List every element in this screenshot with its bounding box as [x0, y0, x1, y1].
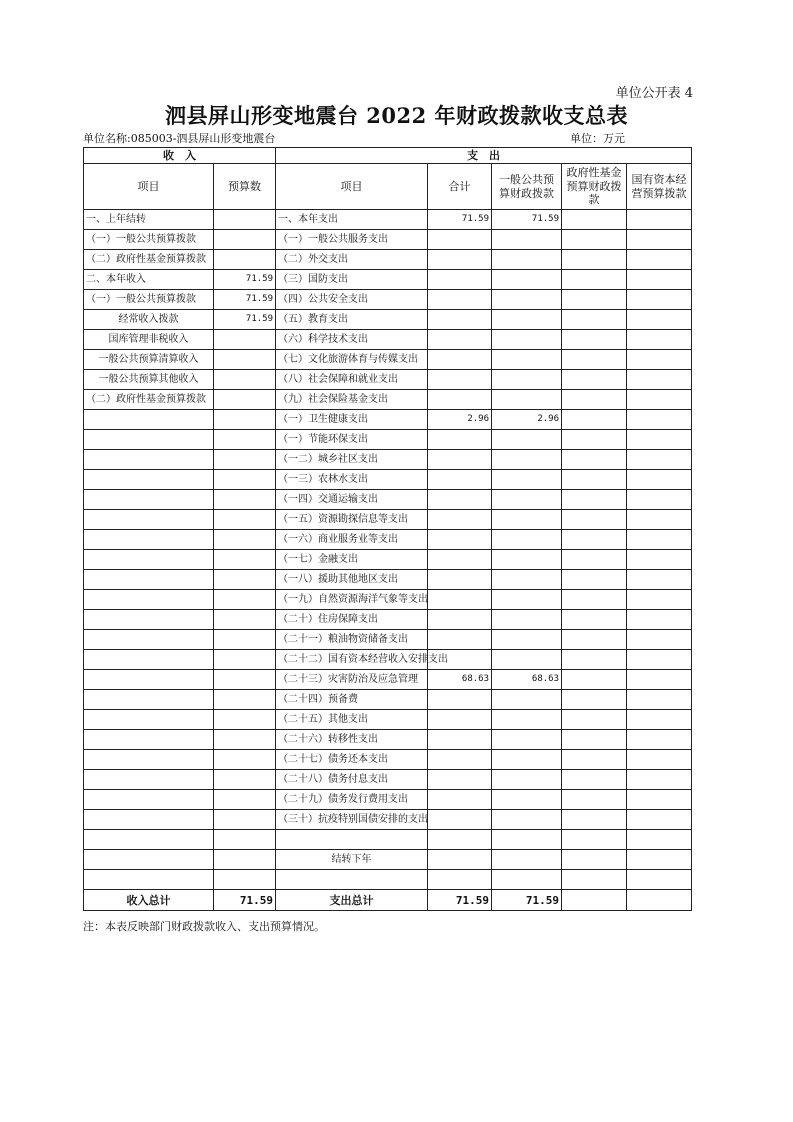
- income-budget: [214, 450, 276, 470]
- expense-total: [428, 490, 492, 510]
- expense-general: [492, 510, 562, 530]
- expense-general: [492, 450, 562, 470]
- income-budget: [214, 750, 276, 770]
- table-row: [84, 850, 692, 870]
- expense-general: [492, 750, 562, 770]
- table-row: [84, 430, 692, 450]
- expense-general: [492, 330, 562, 350]
- header-row-2: [84, 164, 692, 210]
- expense-general: [492, 310, 562, 330]
- expense-total-value: 71.59: [428, 890, 492, 911]
- income-budget: [214, 690, 276, 710]
- expense-fund: [562, 450, 627, 470]
- expense-item: （一七）金融支出: [276, 550, 428, 570]
- table-row: [84, 570, 692, 590]
- income-item: [84, 550, 214, 570]
- expense-state-capital: [627, 650, 692, 670]
- income-total-label: 收入总计: [84, 890, 214, 911]
- expense-fund: [562, 290, 627, 310]
- expense-item: （八）社会保障和就业支出: [276, 370, 428, 390]
- table-row: [84, 210, 692, 230]
- table-row: [84, 870, 692, 890]
- expense-fund: [562, 250, 627, 270]
- money-unit: 单位：万元: [570, 132, 625, 145]
- income-item: [84, 730, 214, 750]
- expense-general: [492, 530, 562, 550]
- expense-item: （三十）抗疫特别国债安排的支出: [276, 810, 428, 830]
- table-body: [84, 148, 692, 911]
- expense-total: [428, 870, 492, 890]
- income-budget: [214, 850, 276, 870]
- expense-general: [492, 610, 562, 630]
- expense-general: [492, 730, 562, 750]
- income-item: 一、上年结转: [84, 210, 214, 230]
- header-expense: 支 出: [276, 148, 692, 164]
- table-row: [84, 730, 692, 750]
- expense-total: 71.59: [428, 210, 492, 230]
- table-row: [84, 670, 692, 690]
- header-row-1: [84, 148, 692, 164]
- income-budget: [214, 590, 276, 610]
- income-budget: [214, 550, 276, 570]
- expense-general: [492, 690, 562, 710]
- income-item: [84, 410, 214, 430]
- expense-state-capital: [627, 870, 692, 890]
- expense-fund: [562, 770, 627, 790]
- expense-state-capital: [627, 510, 692, 530]
- expense-state-capital: [627, 790, 692, 810]
- table-row: [84, 470, 692, 490]
- totals-row: [84, 890, 692, 911]
- expense-item: （一）节能环保支出: [276, 430, 428, 450]
- income-budget: [214, 710, 276, 730]
- income-budget: [214, 830, 276, 850]
- expense-fund: [562, 470, 627, 490]
- expense-item: （六）科学技术支出: [276, 330, 428, 350]
- expense-general: [492, 650, 562, 670]
- income-budget: 71.59: [214, 310, 276, 330]
- expense-item: （二十一）粮油物资储备支出: [276, 630, 428, 650]
- expense-state-capital: [627, 430, 692, 450]
- expense-state-capital: [627, 690, 692, 710]
- table-row: [84, 250, 692, 270]
- expense-general-total: 71.59: [492, 890, 562, 911]
- income-item: [84, 690, 214, 710]
- table-row: [84, 810, 692, 830]
- income-budget: [214, 870, 276, 890]
- expense-fund: [562, 230, 627, 250]
- income-item: [84, 710, 214, 730]
- income-item: [84, 530, 214, 550]
- expense-fund: [562, 830, 627, 850]
- income-budget: [214, 390, 276, 410]
- table-row: [84, 650, 692, 670]
- expense-fund: [562, 590, 627, 610]
- expense-general: [492, 590, 562, 610]
- income-item: [84, 470, 214, 490]
- expense-fund: [562, 530, 627, 550]
- expense-total: [428, 370, 492, 390]
- table-row: [84, 590, 692, 610]
- expense-item: [276, 830, 428, 850]
- expense-state-capital: [627, 590, 692, 610]
- income-item: 经常收入拨款: [84, 310, 214, 330]
- expense-total: [428, 270, 492, 290]
- expense-fund: [562, 370, 627, 390]
- income-budget: [214, 770, 276, 790]
- expense-total: [428, 610, 492, 630]
- expense-state-capital: [627, 850, 692, 870]
- expense-state-capital: [627, 810, 692, 830]
- table-row: [84, 290, 692, 310]
- income-item: （二）政府性基金预算拨款: [84, 250, 214, 270]
- table-row: [84, 410, 692, 430]
- income-item: [84, 490, 214, 510]
- table-row: [84, 690, 692, 710]
- expense-total: [428, 550, 492, 570]
- income-budget: [214, 650, 276, 670]
- expense-state-capital: [627, 210, 692, 230]
- income-item: [84, 510, 214, 530]
- expense-total: [428, 630, 492, 650]
- income-item: [84, 610, 214, 630]
- expense-state-capital: [627, 490, 692, 510]
- table-row: [84, 310, 692, 330]
- expense-total: [428, 470, 492, 490]
- expense-fund: [562, 550, 627, 570]
- expense-total: [428, 430, 492, 450]
- header-fund: 政府性基金预算财政拨款: [562, 164, 627, 210]
- expense-item: [276, 870, 428, 890]
- table-row: [84, 330, 692, 350]
- expense-general: [492, 430, 562, 450]
- header-general: 一般公共预算财政拨款: [492, 164, 562, 210]
- table-row: [84, 370, 692, 390]
- expense-state-capital: [627, 330, 692, 350]
- budget-table: [83, 147, 692, 911]
- expense-total: [428, 690, 492, 710]
- expense-fund: [562, 810, 627, 830]
- income-item: （一）一般公共预算拨款: [84, 290, 214, 310]
- expense-state-total: [627, 890, 692, 911]
- income-budget: [214, 790, 276, 810]
- expense-state-capital: [627, 830, 692, 850]
- expense-state-capital: [627, 250, 692, 270]
- expense-state-capital: [627, 750, 692, 770]
- expense-fund: [562, 630, 627, 650]
- expense-total: [428, 450, 492, 470]
- table-row: [84, 450, 692, 470]
- expense-total: [428, 330, 492, 350]
- expense-general: [492, 830, 562, 850]
- expense-total: [428, 710, 492, 730]
- income-budget: [214, 610, 276, 630]
- income-item: [84, 450, 214, 470]
- income-item: [84, 850, 214, 870]
- expense-general: [492, 770, 562, 790]
- expense-fund: [562, 410, 627, 430]
- income-item: 二、本年收入: [84, 270, 214, 290]
- expense-item: （一五）资源勘探信息等支出: [276, 510, 428, 530]
- expense-total: [428, 590, 492, 610]
- expense-fund: [562, 650, 627, 670]
- expense-state-capital: [627, 230, 692, 250]
- income-budget: [214, 630, 276, 650]
- expense-item: （一六）商业服务业等支出: [276, 530, 428, 550]
- income-budget: [214, 330, 276, 350]
- table-row: [84, 510, 692, 530]
- expense-item: （二十七）债务还本支出: [276, 750, 428, 770]
- expense-item: 一、本年支出: [276, 210, 428, 230]
- expense-total: [428, 570, 492, 590]
- form-code: 单位公开表 4: [615, 86, 693, 101]
- income-item: [84, 590, 214, 610]
- income-budget: [214, 510, 276, 530]
- income-item: [84, 810, 214, 830]
- expense-general: [492, 810, 562, 830]
- expense-fund: [562, 730, 627, 750]
- expense-fund: [562, 490, 627, 510]
- income-item: 国库管理非税收入: [84, 330, 214, 350]
- expense-general: [492, 370, 562, 390]
- expense-state-capital: [627, 710, 692, 730]
- expense-fund: [562, 350, 627, 370]
- expense-total: [428, 530, 492, 550]
- header-state-capital: 国有资本经营预算拨款: [627, 164, 692, 210]
- expense-item: （一二）城乡社区支出: [276, 450, 428, 470]
- expense-item: （四）公共安全支出: [276, 290, 428, 310]
- income-item: [84, 570, 214, 590]
- table-row: [84, 550, 692, 570]
- expense-total: [428, 310, 492, 330]
- expense-general: 71.59: [492, 210, 562, 230]
- expense-item: （二十二）国有资本经营收入安排支出: [276, 650, 428, 670]
- page-title: 泗县屏山形变地震台 2022 年财政拨款收支总表: [164, 103, 629, 128]
- income-item: [84, 790, 214, 810]
- income-item: 一般公共预算清算收入: [84, 350, 214, 370]
- table-row: [84, 610, 692, 630]
- table-row: [84, 350, 692, 370]
- expense-general: [492, 350, 562, 370]
- expense-state-capital: [627, 530, 692, 550]
- expense-fund: [562, 690, 627, 710]
- income-budget: [214, 470, 276, 490]
- expense-item: （二十八）债务付息支出: [276, 770, 428, 790]
- expense-fund: [562, 210, 627, 230]
- expense-item: （九）社会保险基金支出: [276, 390, 428, 410]
- expense-total: [428, 750, 492, 770]
- income-item: [84, 750, 214, 770]
- expense-general: [492, 870, 562, 890]
- expense-item: （一四）交通运输支出: [276, 490, 428, 510]
- expense-fund-total: [562, 890, 627, 911]
- expense-state-capital: [627, 730, 692, 750]
- expense-fund: [562, 710, 627, 730]
- income-item: [84, 870, 214, 890]
- expense-state-capital: [627, 670, 692, 690]
- expense-total: [428, 730, 492, 750]
- expense-general: [492, 630, 562, 650]
- expense-state-capital: [627, 410, 692, 430]
- expense-item: （一三）农林水支出: [276, 470, 428, 490]
- table-row: [84, 390, 692, 410]
- expense-state-capital: [627, 550, 692, 570]
- expense-fund: [562, 330, 627, 350]
- table-row: [84, 530, 692, 550]
- income-item: [84, 830, 214, 850]
- table-row: [84, 230, 692, 250]
- expense-state-capital: [627, 610, 692, 630]
- income-budget: [214, 810, 276, 830]
- expense-total: [428, 770, 492, 790]
- expense-state-capital: [627, 450, 692, 470]
- expense-fund: [562, 270, 627, 290]
- expense-state-capital: [627, 290, 692, 310]
- expense-total: 68.63: [428, 670, 492, 690]
- expense-total: [428, 810, 492, 830]
- table-row: [84, 830, 692, 850]
- income-item: [84, 650, 214, 670]
- expense-general: [492, 710, 562, 730]
- expense-fund: [562, 670, 627, 690]
- expense-state-capital: [627, 350, 692, 370]
- expense-fund: [562, 430, 627, 450]
- header-exp-item: 项目: [276, 164, 428, 210]
- expense-state-capital: [627, 390, 692, 410]
- expense-fund: [562, 850, 627, 870]
- expense-state-capital: [627, 310, 692, 330]
- expense-item: （一八）援助其他地区支出: [276, 570, 428, 590]
- income-budget: [214, 670, 276, 690]
- expense-fund: [562, 790, 627, 810]
- expense-item: （二十六）转移性支出: [276, 730, 428, 750]
- expense-item: （二十三）灾害防治及应急管理: [276, 670, 428, 690]
- income-budget: [214, 490, 276, 510]
- expense-item: （一）卫生健康支出: [276, 410, 428, 430]
- expense-total: [428, 790, 492, 810]
- expense-total-label: 支出总计: [276, 890, 428, 911]
- expense-general: [492, 790, 562, 810]
- expense-item: （二十五）其他支出: [276, 710, 428, 730]
- expense-general: [492, 470, 562, 490]
- expense-state-capital: [627, 470, 692, 490]
- expense-item: （一九）自然资源海洋气象等支出: [276, 590, 428, 610]
- expense-total: 2.96: [428, 410, 492, 430]
- expense-fund: [562, 510, 627, 530]
- expense-total: [428, 230, 492, 250]
- table-row: [84, 710, 692, 730]
- expense-fund: [562, 610, 627, 630]
- expense-general: [492, 270, 562, 290]
- header-item: 项目: [84, 164, 214, 210]
- expense-total: [428, 250, 492, 270]
- expense-general: [492, 570, 562, 590]
- income-item: [84, 670, 214, 690]
- expense-item: （二十九）债务发行费用支出: [276, 790, 428, 810]
- expense-general: 68.63: [492, 670, 562, 690]
- expense-item: （三）国防支出: [276, 270, 428, 290]
- header-budget: 预算数: [214, 164, 276, 210]
- table-row: [84, 490, 692, 510]
- income-budget: [214, 210, 276, 230]
- income-total-value: 71.59: [214, 890, 276, 911]
- expense-general: [492, 250, 562, 270]
- table-row: [84, 770, 692, 790]
- expense-general: [492, 850, 562, 870]
- income-budget: [214, 370, 276, 390]
- expense-item: 结转下年: [276, 850, 428, 870]
- expense-general: [492, 290, 562, 310]
- income-budget: [214, 250, 276, 270]
- expense-general: [492, 550, 562, 570]
- income-item: （一）一般公共预算拨款: [84, 230, 214, 250]
- unit-name: 单位名称:085003-泗县屏山形变地震台: [83, 132, 276, 145]
- income-budget: 71.59: [214, 270, 276, 290]
- income-item: [84, 630, 214, 650]
- income-item: （二）政府性基金预算拨款: [84, 390, 214, 410]
- expense-total: [428, 830, 492, 850]
- header-total: 合计: [428, 164, 492, 210]
- income-budget: [214, 230, 276, 250]
- expense-state-capital: [627, 270, 692, 290]
- footnote: 注：本表反映部门财政拨款收入、支出预算情况。: [83, 920, 325, 933]
- table-row: [84, 630, 692, 650]
- expense-item: （七）文化旅游体育与传媒支出: [276, 350, 428, 370]
- expense-general: [492, 230, 562, 250]
- expense-fund: [562, 390, 627, 410]
- expense-fund: [562, 570, 627, 590]
- expense-item: （二十四）预备费: [276, 690, 428, 710]
- expense-state-capital: [627, 570, 692, 590]
- expense-item: （二）外交支出: [276, 250, 428, 270]
- table-row: [84, 270, 692, 290]
- expense-fund: [562, 870, 627, 890]
- income-item: [84, 770, 214, 790]
- expense-total: [428, 390, 492, 410]
- expense-state-capital: [627, 770, 692, 790]
- income-budget: [214, 530, 276, 550]
- expense-item: （二十）住房保障支出: [276, 610, 428, 630]
- income-item: [84, 430, 214, 450]
- income-budget: 71.59: [214, 290, 276, 310]
- table-row: [84, 790, 692, 810]
- expense-general: [492, 390, 562, 410]
- table-row: [84, 750, 692, 770]
- expense-total: [428, 350, 492, 370]
- income-budget: [214, 430, 276, 450]
- expense-item: （一）一般公共服务支出: [276, 230, 428, 250]
- expense-total: [428, 850, 492, 870]
- income-budget: [214, 730, 276, 750]
- income-budget: [214, 350, 276, 370]
- expense-fund: [562, 750, 627, 770]
- expense-state-capital: [627, 630, 692, 650]
- expense-general: [492, 490, 562, 510]
- income-budget: [214, 570, 276, 590]
- expense-fund: [562, 310, 627, 330]
- expense-state-capital: [627, 370, 692, 390]
- expense-total: [428, 290, 492, 310]
- expense-total: [428, 510, 492, 530]
- header-income: 收 入: [84, 148, 276, 164]
- expense-general: 2.96: [492, 410, 562, 430]
- expense-item: （五）教育支出: [276, 310, 428, 330]
- income-budget: [214, 410, 276, 430]
- income-item: 一般公共预算其他收入: [84, 370, 214, 390]
